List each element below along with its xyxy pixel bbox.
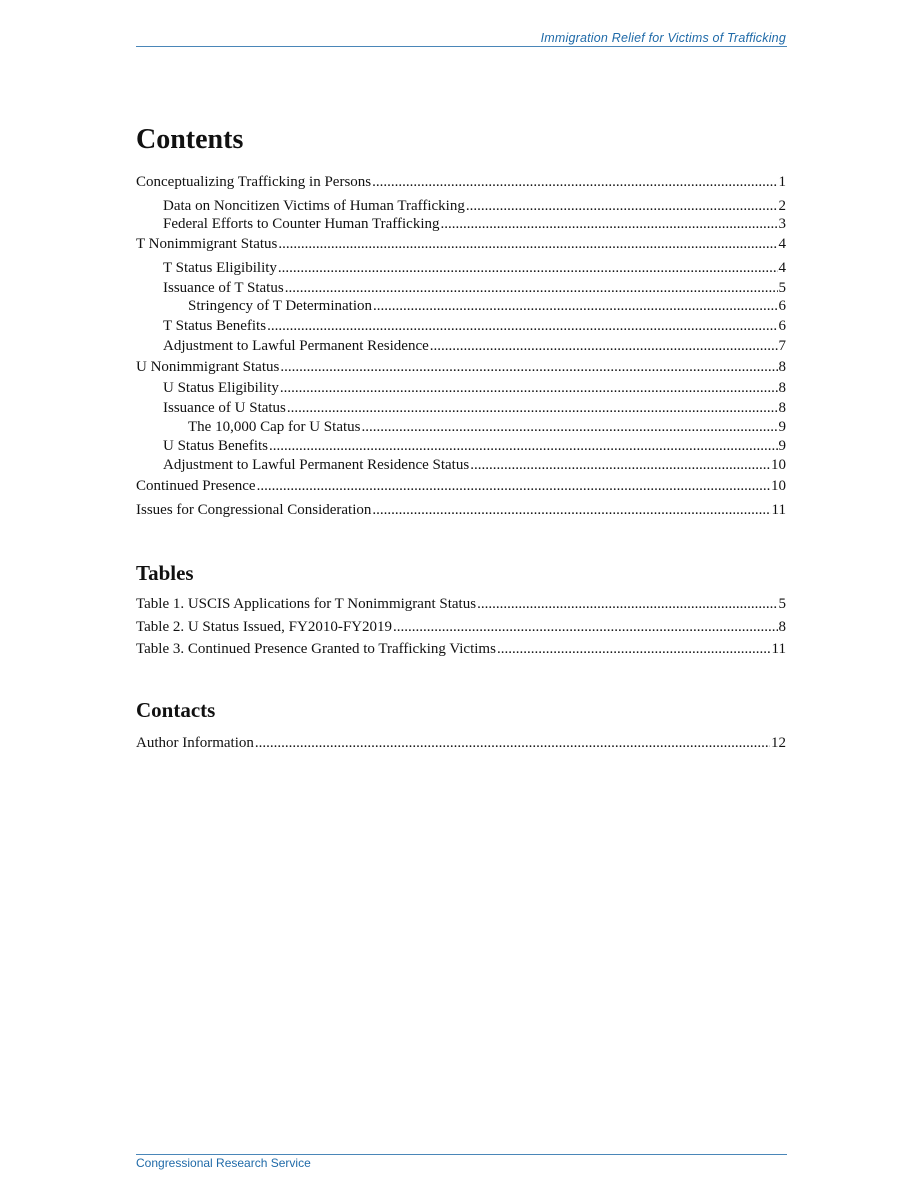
entry-title: T Nonimmigrant Status <box>136 236 278 252</box>
entry-title: Data on Noncitizen Victims of Human Trafficking <box>163 198 465 214</box>
entry-title: Author Information <box>136 735 254 751</box>
contents-heading: Contents <box>136 124 244 155</box>
dot-leader <box>257 478 770 495</box>
contents-entry[interactable] <box>136 236 786 256</box>
page-number: 10 <box>771 457 786 473</box>
dot-leader <box>477 596 777 613</box>
page-number: 5 <box>778 596 786 612</box>
contents-entry[interactable] <box>136 198 786 218</box>
dot-leader <box>278 236 777 253</box>
page-number: 8 <box>778 359 786 375</box>
page-number: 7 <box>778 338 786 354</box>
dot-leader <box>441 216 778 233</box>
dot-leader <box>470 457 770 474</box>
page-number: 5 <box>778 280 786 296</box>
contents-entry[interactable] <box>136 359 786 379</box>
dot-leader <box>466 198 778 215</box>
contents-entry[interactable] <box>136 174 786 194</box>
contents-entry[interactable] <box>136 478 786 498</box>
dot-leader <box>393 619 777 636</box>
entry-title: Issues for Congressional Consideration <box>136 502 372 518</box>
dot-leader <box>280 380 778 397</box>
header-rule <box>136 46 787 47</box>
contents-entry[interactable] <box>136 438 786 458</box>
entry-title: Adjustment to Lawful Permanent Residence <box>163 338 429 354</box>
page-number: 8 <box>778 400 786 416</box>
page-number: 6 <box>778 298 786 314</box>
contents-entry[interactable] <box>136 400 786 420</box>
page-number: 1 <box>778 174 786 190</box>
page-number: 4 <box>778 260 786 276</box>
page-number: 2 <box>778 198 786 214</box>
tables-entry[interactable] <box>136 596 786 616</box>
contents-entry[interactable] <box>136 502 786 522</box>
page-number: 10 <box>771 478 786 494</box>
dot-leader <box>361 419 777 436</box>
page-number: 11 <box>771 641 786 657</box>
entry-title: Stringency of T Determination <box>188 298 372 314</box>
entry-title: Adjustment to Lawful Permanent Residence Status <box>163 457 470 473</box>
page-number: 11 <box>771 502 786 518</box>
contents-entry[interactable] <box>136 419 786 439</box>
dot-leader <box>280 359 777 376</box>
page-number: 12 <box>771 735 786 751</box>
page-number: 3 <box>778 216 786 232</box>
dot-leader <box>267 318 777 335</box>
entry-title: Federal Efforts to Counter Human Trafficking <box>163 216 440 232</box>
contents-entry[interactable] <box>136 260 786 280</box>
running-header: Immigration Relief for Victims of Trafficking <box>540 31 786 45</box>
contents-entry[interactable] <box>136 380 786 400</box>
entry-title: U Status Eligibility <box>163 380 279 396</box>
dot-leader <box>497 641 771 658</box>
dot-leader <box>269 438 778 455</box>
entry-title: T Status Eligibility <box>163 260 277 276</box>
entry-title: Table 3. Continued Presence Granted to Trafficking Victims <box>136 641 496 657</box>
page-number: 4 <box>778 236 786 252</box>
entry-title: T Status Benefits <box>163 318 267 334</box>
dot-leader <box>372 174 777 191</box>
contents-entry[interactable] <box>136 298 786 318</box>
dot-leader <box>278 260 778 277</box>
dot-leader <box>287 400 778 417</box>
contacts-heading: Contacts <box>136 698 216 722</box>
contents-entry[interactable] <box>136 457 786 477</box>
tables-entry[interactable] <box>136 619 786 639</box>
entry-title: Conceptualizing Trafficking in Persons <box>136 174 372 190</box>
page-number: 9 <box>778 438 786 454</box>
contents-entry[interactable] <box>136 216 786 236</box>
entry-title: U Status Benefits <box>163 438 268 454</box>
running-footer: Congressional Research Service <box>136 1156 311 1170</box>
entry-title: Table 2. U Status Issued, FY2010-FY2019 <box>136 619 393 635</box>
page-number: 6 <box>778 318 786 334</box>
tables-heading: Tables <box>136 561 194 585</box>
dot-leader <box>373 298 778 315</box>
entry-title: U Nonimmigrant Status <box>136 359 280 375</box>
page-number: 9 <box>778 419 786 435</box>
contents-entry[interactable] <box>136 280 786 300</box>
entry-title: Issuance of T Status <box>163 280 284 296</box>
tables-entry[interactable] <box>136 641 786 661</box>
contents-entry[interactable] <box>136 338 786 358</box>
contents-entry[interactable] <box>136 318 786 338</box>
entry-title: Issuance of U Status <box>163 400 286 416</box>
dot-leader <box>255 735 770 752</box>
dot-leader <box>372 502 770 519</box>
page-number: 8 <box>778 380 786 396</box>
entry-title: Table 1. USCIS Applications for T Nonimmigrant Status <box>136 596 477 612</box>
dot-leader <box>430 338 778 355</box>
dot-leader <box>285 280 778 297</box>
page-number: 8 <box>778 619 786 635</box>
entry-title: The 10,000 Cap for U Status <box>188 419 361 435</box>
entry-title: Continued Presence <box>136 478 256 494</box>
footer-rule <box>136 1154 787 1155</box>
contacts-entry[interactable] <box>136 735 786 755</box>
